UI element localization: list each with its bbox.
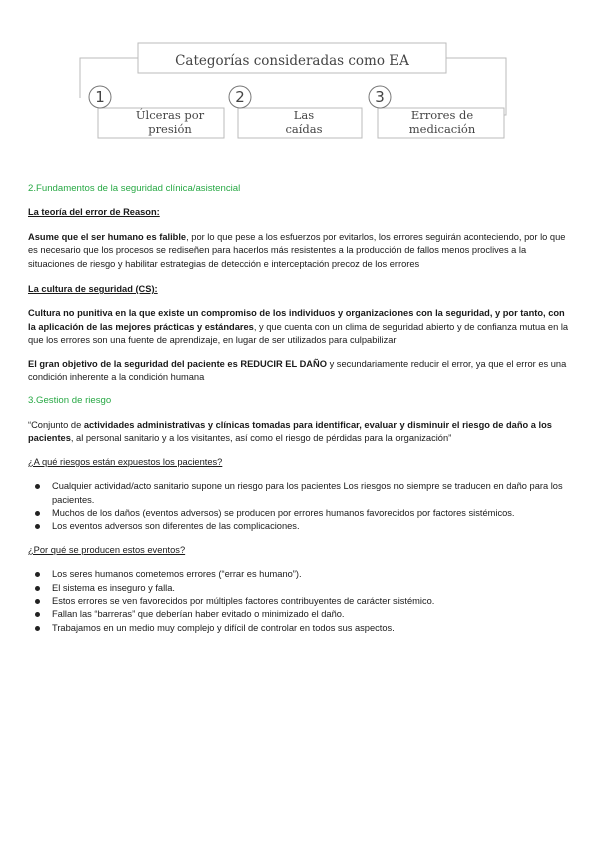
reason-theory-title: La teoría del error de Reason: <box>28 207 160 218</box>
category-label-1: Úlceras por presión <box>135 108 205 136</box>
category-number-3: 3 <box>375 88 385 106</box>
events-cause-question: ¿Por qué se producen estos eventos? <box>28 544 186 555</box>
list-item: El sistema es inseguro y falla. <box>52 582 573 595</box>
risk-management-definition: “Conjunto de actividades administrativas y clínicas tomadas para identificar, evaluar y disminuir el riesgo de daño a los pacientes, al personal sanitario y a los visitantes, así como el riesgo de pérdidas para la organización” <box>28 419 552 444</box>
diagram-title: Categorías consideradas como EA <box>175 53 409 69</box>
risks-question: ¿A qué riesgos están expuestos los pacientes? <box>28 456 223 467</box>
category-number-1: 1 <box>95 88 105 106</box>
category-number-2: 2 <box>235 88 245 106</box>
safety-culture-title: La cultura de seguridad (CS): <box>28 284 158 295</box>
list-item: Trabajamos en un medio muy complejo y difícil de controlar en todos sus aspectos. <box>52 622 573 635</box>
section-heading-3: 3.Gestion de riesgo <box>28 395 112 407</box>
patient-safety-goal-paragraph: El gran objetivo de la seguridad del paciente es REDUCIR EL DAÑO y secundariamente reducir el error, ya que el error es una condición inherente a la condición humana <box>28 358 567 383</box>
list-item: Fallan las “barreras” que deberían haber evitado o minimizado el daño. <box>52 608 573 621</box>
list-item: Cualquier actividad/acto sanitario supone un riesgo para los pacientes Los riesgos no siempre se traducen en daño para los pacientes. <box>52 480 573 507</box>
ea-categories-diagram <box>60 40 530 150</box>
list-item: Estos errores se ven favorecidos por múltiples factores contribuyentes de carácter sistémico. <box>52 595 573 608</box>
reason-theory-paragraph: Asume que el ser humano es falible, por lo que pese a los esfuerzos por evitarlos, los errores seguirán aconteciendo, por lo que es necesario que los procesos se rediseñen para hacerlos más resistentes a la producción de fallos menos proclives a la situaciones de riesgo y habilitar estrategias de detección e interceptación precoz de los errores <box>28 231 566 269</box>
causes-list <box>28 568 573 635</box>
category-label-3: Errores de medicación <box>408 108 476 136</box>
category-label-2: Las caídas <box>285 108 323 136</box>
list-item: Los eventos adversos son diferentes de las complicaciones. <box>52 520 573 533</box>
document-body <box>28 182 573 645</box>
list-item: Los seres humanos cometemos errores (“errar es humano”). <box>52 568 573 581</box>
risks-list <box>28 480 573 534</box>
list-item: Muchos de los daños (eventos adversos) se producen por errores humanos favorecidos por factores sistémicos. <box>52 507 573 520</box>
safety-culture-paragraph: Cultura no punitiva en la que existe un compromiso de los individuos y organizaciones con la seguridad, y por tanto, con la aplicación de las mejores prácticas y estándares, y que cuenta con un clima de seguridad abierto y de confianza mutua en la que los errores son una fuente de aprendizaje, en lugar de ser utilizados para culpabilizar <box>28 308 569 346</box>
section-heading-2: 2.Fundamentos de la seguridad clínica/asistencial <box>28 183 241 194</box>
